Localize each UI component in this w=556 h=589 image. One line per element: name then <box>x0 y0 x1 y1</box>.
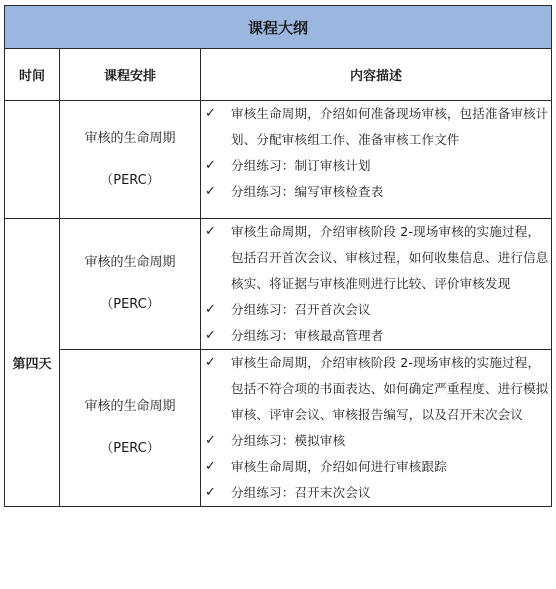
list-item-text: 审核生命周期，介绍审核阶段 2-现场审核的实施过程，包括召开首次会议、审核过程，如何收集信息、进行信息核实、将证据与审核准则进行比较、评价审核发现 <box>231 224 549 291</box>
list-item-text: 审核生命周期，介绍如何准备现场审核，包括准备审核计划、分配审核组工作、准备审核工作文件 <box>231 106 549 147</box>
list-item <box>201 219 551 297</box>
check-icon: ✓ <box>205 433 217 448</box>
course-code: （PERC） <box>100 172 160 188</box>
description-list <box>201 350 551 506</box>
check-icon: ✓ <box>205 184 217 199</box>
check-icon: ✓ <box>205 302 217 317</box>
check-icon: ✓ <box>205 106 217 121</box>
list-item <box>201 350 551 428</box>
check-icon: ✓ <box>205 158 217 173</box>
table-title: 课程大纲 <box>5 6 552 49</box>
description-list <box>201 219 551 349</box>
course-name: 审核的生命周期 <box>84 255 176 270</box>
list-item-text: 审核生命周期，介绍如何进行审核跟踪 <box>231 459 447 474</box>
day-label: 第四天 <box>5 219 60 507</box>
table-body <box>5 101 552 507</box>
list-item <box>201 153 551 179</box>
list-item <box>201 297 551 323</box>
list-item-text: 分组练习：编写审核检查表 <box>231 184 384 199</box>
description-cell <box>201 350 552 507</box>
list-item <box>201 101 551 153</box>
course-cell <box>60 101 201 219</box>
description-cell <box>201 219 552 350</box>
course-code: （PERC） <box>100 297 160 312</box>
table-row <box>5 219 552 350</box>
header-row <box>5 49 552 101</box>
list-item-text: 分组练习：召开末次会议 <box>231 485 371 500</box>
list-item-text: 分组练习：召开首次会议 <box>231 302 371 317</box>
day-cell-empty <box>5 101 60 219</box>
header-time: 时间 <box>5 49 60 101</box>
description-list <box>201 101 551 205</box>
list-item-text: 分组练习：模拟审核 <box>231 433 346 448</box>
check-icon: ✓ <box>205 224 217 239</box>
list-item <box>201 454 551 480</box>
check-icon: ✓ <box>205 355 217 370</box>
list-item-text: 审核生命周期，介绍审核阶段 2-现场审核的实施过程，包括不符合项的书面表达、如何确定严重程度、进行模拟审核、评审会议、审核报告编写，以及召开末次会议 <box>231 355 549 422</box>
title-row <box>5 6 552 49</box>
list-item <box>201 480 551 506</box>
check-icon: ✓ <box>205 459 217 474</box>
header-description: 内容描述 <box>201 49 552 101</box>
course-cell <box>60 219 201 350</box>
list-item-text: 分组练习：制订审核计划 <box>231 158 371 173</box>
course-outline-table <box>4 5 552 507</box>
course-name: 审核的生命周期 <box>84 399 176 414</box>
list-item <box>201 428 551 454</box>
table-row <box>5 101 552 219</box>
header-schedule: 课程安排 <box>60 49 201 101</box>
check-icon: ✓ <box>205 485 217 500</box>
list-item <box>201 323 551 349</box>
course-name: 审核的生命周期 <box>84 130 176 146</box>
course-code: （PERC） <box>100 441 160 456</box>
list-item-text: 分组练习：审核最高管理者 <box>231 328 384 343</box>
check-icon: ✓ <box>205 328 217 343</box>
list-item <box>201 179 551 205</box>
description-cell <box>201 101 552 219</box>
course-cell <box>60 350 201 507</box>
table-row <box>5 350 552 507</box>
